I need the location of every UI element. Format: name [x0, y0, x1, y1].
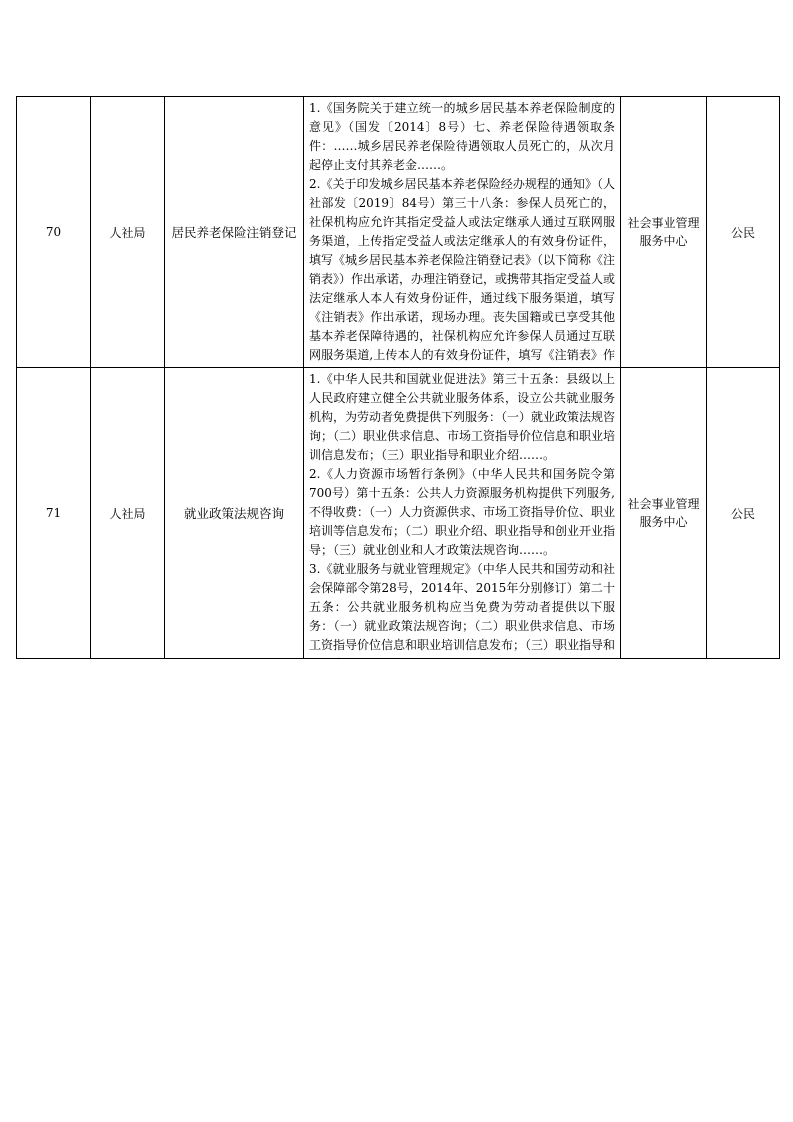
responsible-department: 社会事业管理服务中心	[627, 497, 700, 529]
authority: 人社局	[91, 97, 165, 368]
item-number: 70	[17, 97, 91, 368]
basis-paragraph: 2.《关于印发城乡居民基本养老保险经办规程的通知》（人社部发〔2019〕84号）第三十八条：参保人员死亡的，社保机构应允许其指定受益人或法定继承人通过互联网服务渠道，上传指定受益人或法定继承人的有效身份证件，填写《城乡居民基本养老保险注销登记表》（以下简称《注销表》）作出承诺，办理注销登记，或携带其指定受益人或法定继承人本人有效身份证件，通过线下服务渠道，填写《注销表》作出承诺，现场办理。丧失国籍或已享受其他基本养老保障待遇的，社保机构应允许参保人员通过互联网服务渠道,上传本人的有效身份证件，填写《注销表》作	[309, 177, 616, 362]
basis-paragraph: 3.《就业服务与就业管理规定》（中华人民共和国劳动和社会保障部令第28号，2014年、2015年分别修订）第二十五条：公共就业服务机构应当免费为劳动者提供以下服务：（一）就业政策法规咨询；（二）职业供求信息、市场工资指导价位信息和职业培训信息发布；（三）职业指导和	[309, 562, 616, 652]
service-items-table	[16, 96, 780, 659]
table-row	[17, 368, 780, 659]
service-target: 公民	[707, 368, 780, 659]
legal-basis	[304, 97, 620, 367]
legal-basis	[304, 368, 620, 658]
table-row	[17, 97, 780, 368]
item-number: 71	[17, 368, 91, 659]
basis-paragraph: 1.《国务院关于建立统一的城乡居民基本养老保险制度的意见》（国发〔2014〕8号）七、养老保险待遇领取条件：……城乡居民养老保险待遇领取人员死亡的，从次月起停止支付其养老金……。	[309, 101, 615, 172]
item-name: 就业政策法规咨询	[183, 506, 284, 521]
responsible-department: 社会事业管理服务中心	[627, 216, 700, 248]
basis-paragraph: 2.《人力资源市场暂行条例》（中华人民共和国务院令第700号）第十五条：公共人力资源服务机构提供下列服务,不得收费：（一）人力资源供求、市场工资指导价位、职业培训等信息发布；（二）职业介绍、职业指导和创业开业指导；（三）就业创业和人才政策法规咨询……。	[309, 467, 616, 557]
basis-paragraph: 1.《中华人民共和国就业促进法》第三十五条：县级以上人民政府建立健全公共就业服务体系，设立公共就业服务机构，为劳动者免费提供下列服务：（一）就业政策法规咨询；（二）职业供求信息、市场工资指导价位信息和职业培训信息发布；（三）职业指导和职业介绍……。	[309, 372, 616, 462]
item-name: 居民养老保险注销登记	[171, 225, 297, 240]
authority: 人社局	[91, 368, 165, 659]
service-target: 公民	[707, 97, 780, 368]
